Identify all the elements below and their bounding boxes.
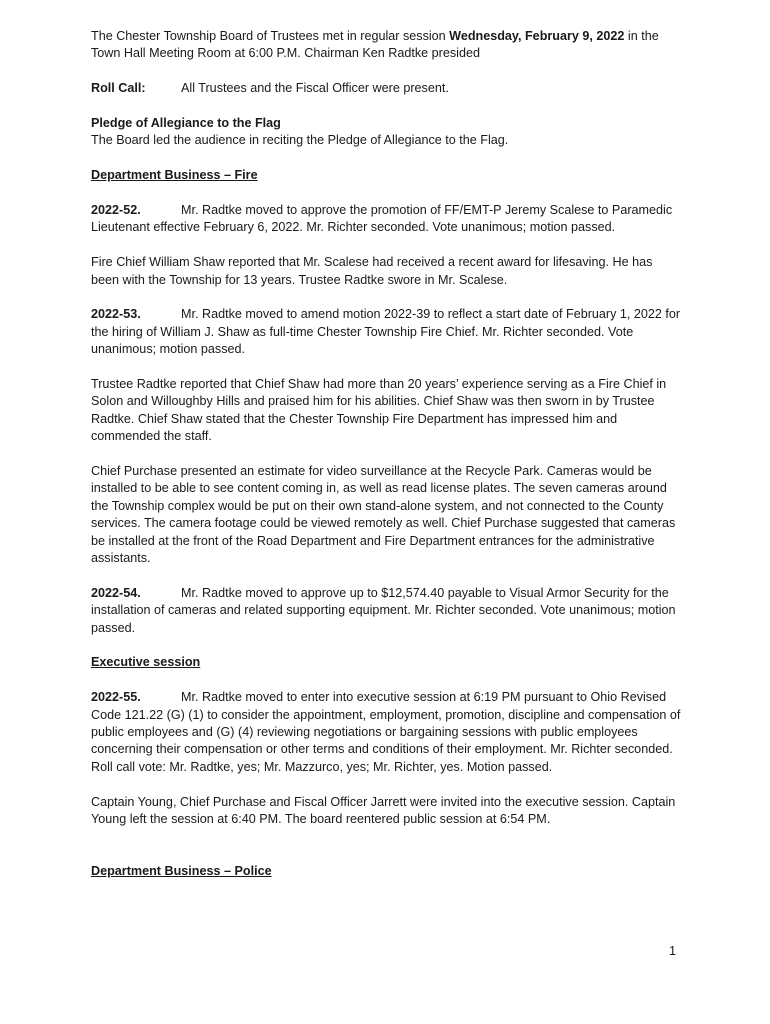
police-section-heading: Department Business – Police	[91, 863, 272, 878]
roll-call-paragraph	[91, 80, 681, 97]
motion-number: 2022-53.	[91, 307, 141, 322]
roll-call-label: Roll Call	[91, 81, 142, 96]
roll-call-label-wrap	[91, 80, 181, 97]
motion-2022-55	[91, 689, 681, 776]
motion-text: Mr. Radtke moved to approve the promotion of FF/EMT-P Jeremy Scalese to Paramedic Lieutenant effective February 6, 2022. Mr. Richter seconded. Vote unanimous; motion passed.	[91, 203, 673, 235]
pledge-heading: Pledge of Allegiance to the Flag	[91, 116, 281, 130]
shaw-report-paragraph: Fire Chief William Shaw reported that Mr. Scalese had received a recent award for lifesaving. He has been with the Township for 13 years. Trustee Radtke swore in Mr. Scalese.	[91, 255, 653, 287]
fire-section-heading: Department Business – Fire	[91, 168, 258, 183]
meeting-date: Wednesday, February 9, 2022	[449, 29, 625, 43]
intro-paragraph	[91, 28, 681, 63]
executive-invited-paragraph: Captain Young, Chief Purchase and Fiscal Officer Jarrett were invited into the executive session. Captain Young left the session at 6:40 PM. The board reentered public session at 6:54 PM.	[91, 794, 676, 827]
page-number: 1	[669, 944, 677, 958]
motion-text: Mr. Radtke moved to approve up to $12,574.40 payable to Visual Armor Security for the installation of cameras and related supporting equipment. Mr. Richter seconded. Vote unanimous; motion passed.	[91, 585, 676, 635]
executive-section-heading: Executive session	[91, 655, 201, 670]
pledge-text: The Board led the audience in reciting the Pledge of Allegiance to the Flag.	[91, 133, 509, 148]
motion-text: Mr. Radtke moved to amend motion 2022-39 to reflect a start date of February 1, 2022 for the hiring of William J. Shaw as full-time Chester Township Fire Chief. Mr. Richter seconded. Vote unanimous; motion passed.	[91, 307, 681, 357]
motion-number: 2022-54.	[91, 585, 141, 600]
minutes-body	[91, 28, 681, 880]
motion-text: Mr. Radtke moved to enter into executive session at 6:19 PM pursuant to Ohio Revised Code 121.22 (G) (1) to consider the appointment, employment, promotion, discipline and compensation of public employees and (G) (4) reviewing negotiations or bargaining sessions with public employees concerning their compensation or other terms and conditions of their employment. Mr. Richter seconded. Roll call vote: Mr. Radtke, yes; Mr. Mazzurco, yes; Mr. Richter, yes. Motion passed.	[91, 690, 681, 774]
motion-2022-53	[91, 306, 681, 358]
roll-call-text: All Trustees and the Fiscal Officer were present.	[181, 81, 449, 96]
motion-2022-52	[91, 202, 681, 237]
intro-text-before: The Chester Township Board of Trustees met in regular session	[91, 29, 450, 43]
roll-call-colon: :	[141, 81, 146, 96]
motion-number: 2022-52.	[91, 203, 141, 217]
motion-2022-54	[91, 585, 681, 637]
surveillance-paragraph: Chief Purchase presented an estimate for video surveillance at the Recycle Park. Cameras would be installed to be able to see content coming in, as well as read license plates. The seven cameras around the Township complex would be put on their own stand-alone system, and not connected to the County services. The camera footage could be viewed remotely as well. Chief Purchase suggested that cameras be installed at the front of the Road Department and Fire Department entrances for the administrative assistants.	[91, 464, 676, 566]
intro-text-after: in the Town Hall Meeting Room at 6:00 P.M. Chairman Ken Radtke presided	[91, 29, 659, 61]
motion-number: 2022-55.	[91, 690, 141, 705]
radtke-report-paragraph: Trustee Radtke reported that Chief Shaw had more than 20 years’ experience serving as a Fire Chief in Solon and Willoughby Hills and praised him for his abilities. Chief Shaw was then sworn in by Trustee Radtke. Chief Shaw stated that the Chester Township Fire Department has impressed him and commended the staff.	[91, 377, 667, 444]
